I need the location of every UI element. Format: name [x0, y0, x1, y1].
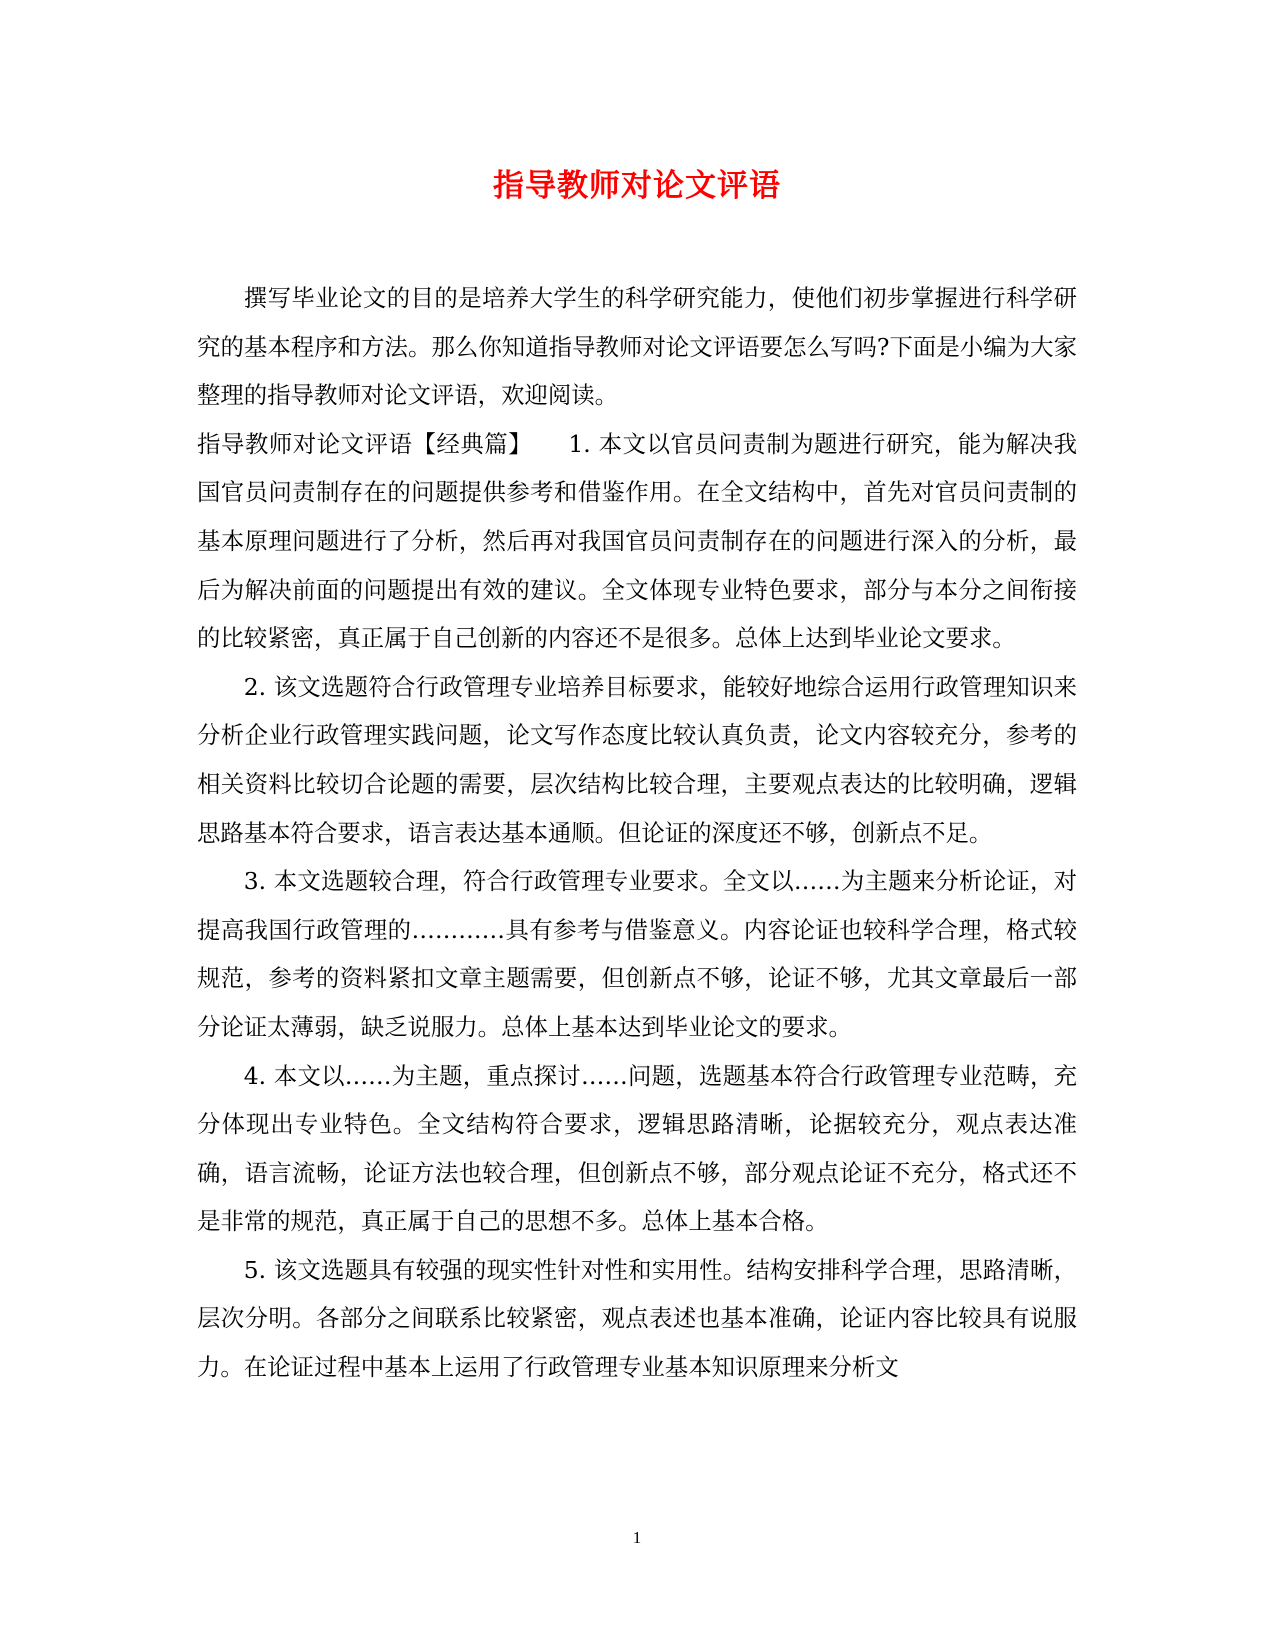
- paragraph-5: 5. 该文选题具有较强的现实性针对性和实用性。结构安排科学合理，思路清晰，层次分明。各部分之间联系比较紧密，观点表述也基本准确，论证内容比较具有说服力。在论证过程中基本上运用了行政管理专业基本知识原理来分析文: [197, 1255, 1077, 1382]
- document-title: 指导教师对论文评语: [493, 168, 781, 204]
- paragraph-3: 3. 本文选题较合理，符合行政管理专业要求。全文以……为主题来分析论证，对提高我国行政管理的…………具有参考与借鉴意义。内容论证也较科学合理，格式较规范，参考的资料紧扣文章主题需要，但创新点不够，论证不够，尤其文章最后一部分论证太薄弱，缺乏说服力。总体上基本达到毕业论文的要求。: [197, 867, 1077, 1041]
- paragraph-4: 4. 本文以……为主题，重点探讨……问题，选题基本符合行政管理专业范畴，充分体现出专业特色。全文结构符合要求，逻辑思路清晰，论据较充分，观点表达准确，语言流畅，论证方法也较合理，但创新点不够，部分观点论证不充分，格式还不是非常的规范，真正属于自己的思想不多。总体上基本合格。: [197, 1061, 1077, 1236]
- document-body: [197, 274, 1077, 1392]
- paragraph-2: 2. 该文选题符合行政管理专业培养目标要求，能较好地综合运用行政管理知识来分析企业行政管理实践问题，论文写作态度比较认真负责，论文内容较充分，参考的相关资料比较切合论题的需要，层次结构比较合理，主要观点表达的比较明确，逻辑思路基本符合要求，语言表达基本通顺。但论证的深度还不够，创新点不足。: [197, 672, 1077, 847]
- page-number: 1: [632, 1528, 642, 1547]
- paragraph-classic-1: 指导教师对论文评语【经典篇】 1. 本文以官员问责制为题进行研究，能为解决我国官员问责制存在的问题提供参考和借鉴作用。在全文结构中，首先对官员问责制的基本原理问题进行了分析，然后再对我国官员问责制存在的问题进行深入的分析，最后为解决前面的问题提出有效的建议。全文体现专业特色要求，部分与本分之间衔接的比较紧密，真正属于自己创新的内容还不是很多。总体上达到毕业论文要求。: [197, 429, 1077, 653]
- intro-paragraph: 撰写毕业论文的目的是培养大学生的科学研究能力，使他们初步掌握进行科学研究的基本程序和方法。那么你知道指导教师对论文评语要怎么写吗?下面是小编为大家整理的指导教师对论文评语，欢迎阅读。: [197, 284, 1077, 410]
